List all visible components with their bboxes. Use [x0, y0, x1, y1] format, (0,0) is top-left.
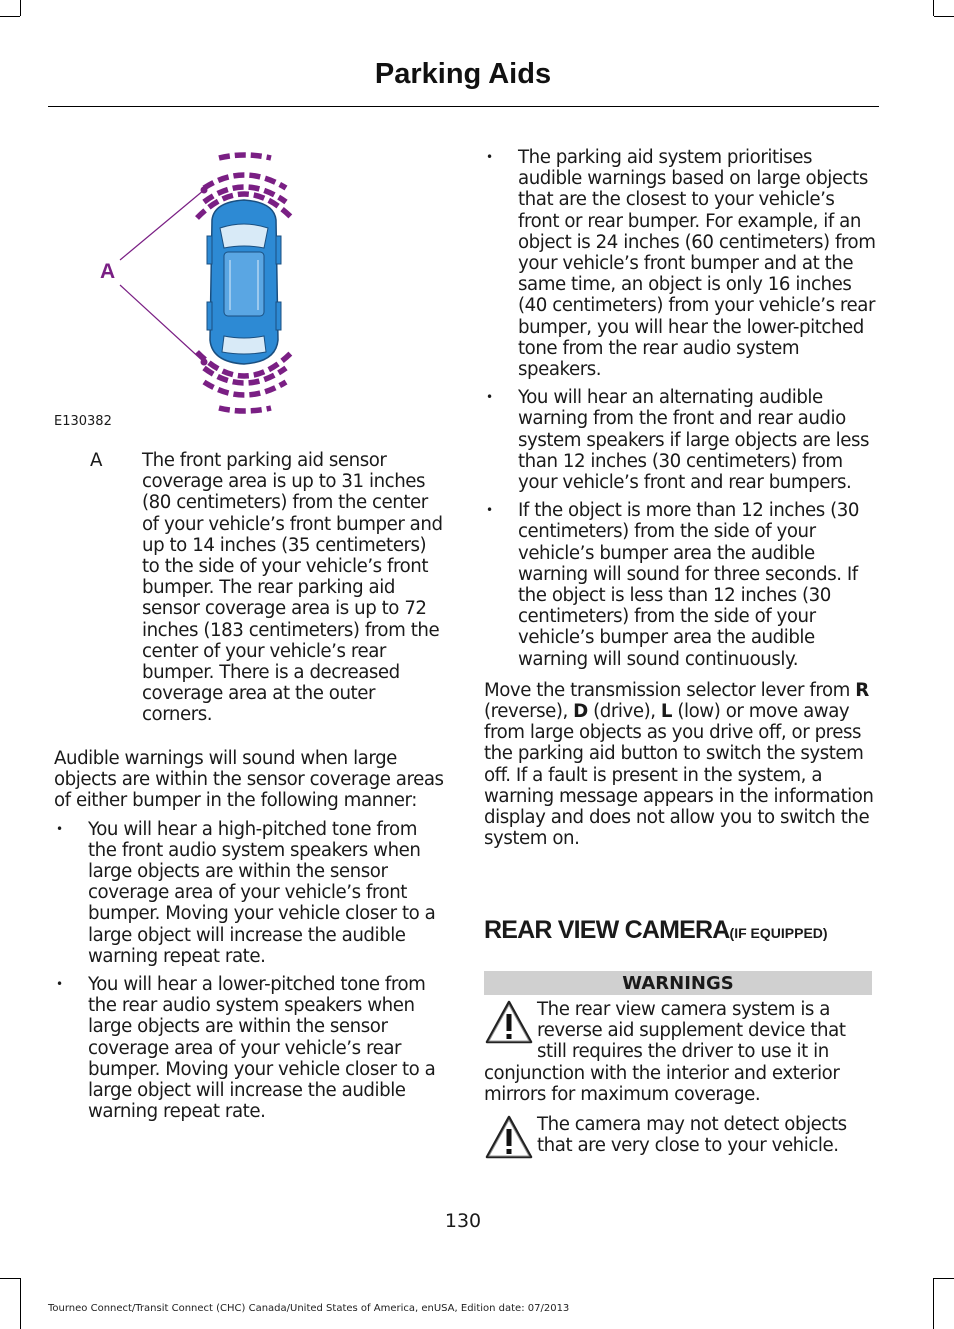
gear-l: L: [660, 701, 673, 723]
text-run: (drive),: [587, 701, 661, 723]
callout-line: [120, 285, 204, 362]
footer-edition: Tourneo Connect/Transit Connect (CHC) Canada/United States of America, enUSA, Edition date: 07/2013: [48, 1303, 570, 1314]
warnings-bar: WARNINGS: [484, 971, 872, 995]
warning-item: [484, 1114, 876, 1160]
text-run: Move the transmission selector lever from: [484, 679, 856, 701]
car-top-view: [207, 200, 281, 364]
priority-list: [484, 147, 876, 670]
page-title: Parking Aids: [374, 58, 552, 90]
warning-tone-list: [54, 819, 446, 1123]
warning-triangle-icon: [484, 1114, 534, 1160]
selector-paragraph: [484, 680, 876, 850]
callout-line: [120, 190, 204, 260]
crop-mark: [933, 0, 934, 16]
title-divider: [48, 106, 879, 107]
figure-code: E130382: [54, 414, 112, 429]
crop-mark: [0, 1278, 20, 1279]
crop-mark: [20, 1278, 21, 1329]
section-heading: [484, 916, 876, 945]
parking-sensor-figure: [54, 140, 446, 430]
list-item: • If the object is more than 12 inches (30 centimeters) from the side of your vehicle’s bumper area the audible warning will sound for three seconds. If the object is less than 12 inches (30 centimeters) from the side of your vehicle’s bumper area the audible warning will sound continuously.: [484, 500, 876, 670]
warning-triangle-icon: [484, 999, 534, 1045]
left-column: [54, 748, 446, 1129]
crop-mark: [934, 16, 954, 17]
intro-paragraph: Audible warnings will sound when large objects are within the sensor coverage areas of either bumper in the following manner:: [54, 748, 444, 812]
callout-letter: A: [90, 450, 102, 471]
text-run: (reverse),: [484, 701, 574, 723]
page-number: 130: [444, 1210, 482, 1232]
crop-mark: [934, 1278, 954, 1279]
section-title: REAR VIEW CAMERA: [484, 916, 730, 944]
right-column: [484, 147, 876, 850]
list-item: • You will hear a lower-pitched tone from the rear audio system speakers when large objects are within the sensor coverage area of your vehicle’s rear bumper. Moving your vehicle closer to a large object will increase the audible warning repeat rate.: [54, 974, 446, 1122]
warning-text: The rear view camera system is a reverse aid supplement device that still requires the driver to use it in conjunction with the interior and exterior mirrors for maximum coverage.: [484, 999, 846, 1105]
list-item: • The parking aid system prioritises audible warnings based on large objects that are the closest to your vehicle’s front or rear bumper. For example, if an object is 24 inches (60 centimeters) from your vehicle’s front bumper and at the same time, an object is only 16 inches (40 centimeters) from your vehicle’s rear bumper, you will hear the lower-pitched tone from the rear audio system speakers.: [484, 147, 876, 380]
parking-coverage-illustration: [54, 140, 446, 430]
callout-text: The front parking aid sensor coverage area is up to 31 inches (80 centimeters) from the center of your vehicle’s front bumper and up to 14 inches (35 centimeters) to the side of your vehicle’s front bumper. The rear parking aid sensor coverage area is up to 72 inches (183 centimeters) from the center of your vehicle’s rear bumper. There is a decreased coverage area at the outer corners.: [142, 450, 443, 726]
section-suffix: (IF EQUIPPED): [729, 925, 828, 941]
gear-d: D: [573, 701, 588, 723]
crop-mark: [933, 1278, 934, 1329]
list-item: • You will hear an alternating audible warning from the front and rear audio system speakers if large objects are less than 12 inches (30 centimeters) from your vehicle’s front and rear bumpers.: [484, 387, 876, 493]
callout-label-a: A: [100, 260, 116, 283]
warning-text: The camera may not detect objects that are very close to your vehicle.: [537, 1114, 847, 1157]
crop-mark: [0, 16, 20, 17]
gear-r: R: [855, 679, 869, 701]
callout-description: [54, 450, 446, 726]
list-item: • You will hear a high-pitched tone from the front audio system speakers when large objects are within the sensor coverage area of your vehicle’s front bumper. Moving your vehicle closer to a large object will increase the audible warning repeat rate.: [54, 819, 446, 967]
warning-item: [484, 999, 876, 1105]
crop-mark: [20, 0, 21, 16]
text-run: (low) or move away from large objects as you drive off, or press the parking aid button to switch the system off. If a fault is present in the system, a warning message appears in the information display and does not allow you to switch the system on.: [484, 701, 874, 850]
